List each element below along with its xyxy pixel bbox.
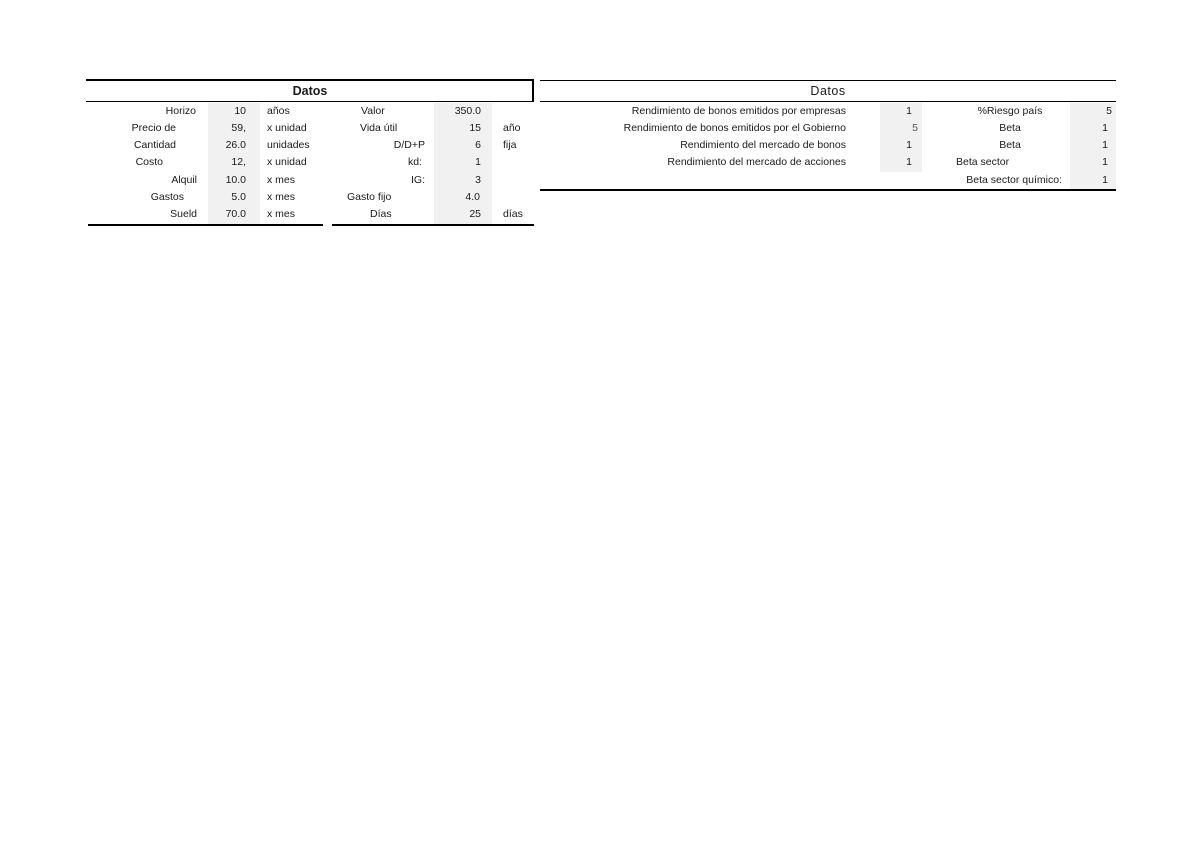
table-cell-unit: unidades: [267, 139, 310, 151]
table-cell-value: 26.0: [225, 139, 246, 151]
right-table-top-border: [540, 80, 1116, 81]
table-cell-value: 12,: [231, 156, 246, 168]
right-table-bottom-border: [540, 189, 1116, 191]
table-cell-label: Horizo: [165, 105, 196, 117]
table-cell-label: Gastos: [150, 191, 184, 203]
table-cell-value2: 1: [1102, 139, 1108, 151]
table-cell-value: 59,: [231, 122, 246, 134]
table-cell-label: Rendimiento de bonos emitidos por empresas: [631, 105, 846, 117]
table-cell-value: 1: [906, 105, 912, 117]
right-table-header-border: [540, 101, 1116, 102]
table-cell-unit2: días: [503, 208, 523, 220]
table-cell-label: Alquil: [171, 174, 197, 186]
table-cell-value: 10: [234, 105, 246, 117]
table-cell-label2: Beta: [999, 122, 1021, 134]
left-table-header-border: [86, 101, 534, 102]
table-cell-label2: D/D+P: [393, 139, 425, 151]
table-cell-value: 70.0: [225, 208, 246, 220]
left-table-top-border: [86, 79, 534, 81]
table-cell-unit2: año: [503, 122, 521, 134]
table-cell-value2: 1: [475, 156, 481, 168]
table-cell-label: Rendimiento del mercado de acciones: [667, 156, 846, 168]
table-cell-label2: Beta sector: [956, 156, 1010, 168]
table-cell-unit: x unidad: [267, 122, 307, 134]
left-table-title: Datos: [292, 84, 328, 98]
table-cell-label: Rendimiento del mercado de bonos: [680, 139, 846, 151]
table-cell-unit: x unidad: [267, 156, 307, 168]
table-cell-unit: x mes: [267, 208, 296, 220]
table-cell-label2: Beta: [999, 139, 1021, 151]
table-cell-value2: 5: [1106, 105, 1112, 117]
table-cell-label2: kd:: [407, 156, 422, 168]
table-cell-value2: 350.0: [454, 105, 481, 117]
table-cell-value2: 3: [475, 174, 481, 186]
table-cell-value: 5.0: [231, 191, 246, 203]
right-table-title: Datos: [810, 84, 846, 98]
table-cell-unit2: fija: [503, 139, 517, 151]
table-cell-label2: Beta sector químico:: [966, 174, 1062, 186]
table-cell-value: 5: [912, 122, 918, 134]
table-cell-value2: 25: [469, 208, 481, 220]
table-cell-value2: 4.0: [465, 191, 480, 203]
table-cell-value2: 1: [1102, 174, 1108, 186]
table-cell-value: 1: [906, 139, 912, 151]
table-cell-unit: años: [267, 105, 290, 117]
left-table-bottom-border-a: [88, 224, 323, 226]
table-cell-value2: 1: [1102, 122, 1108, 134]
table-cell-label2: Gasto fijo: [347, 191, 392, 203]
table-cell-label: Sueld: [170, 208, 197, 220]
table-cell-label2: Vida útil: [360, 122, 398, 134]
table-cell-label: Rendimiento de bonos emitidos por el Gobierno: [623, 122, 846, 134]
table-cell-value2: 6: [475, 139, 481, 151]
table-cell-label2: Valor: [361, 105, 385, 117]
table-cell-value: 10.0: [225, 174, 246, 186]
table-cell-unit: x mes: [267, 191, 296, 203]
table-cell-label2: IG:: [410, 174, 425, 186]
table-cell-value: 1: [906, 156, 912, 168]
table-cell-label2: Días: [370, 208, 392, 220]
table-cell-label: Precio de: [131, 122, 176, 134]
table-cell-label2: %Riesgo país: [977, 105, 1043, 117]
left-table-bottom-border-b: [332, 224, 534, 226]
table-cell-label: Cantidad: [133, 139, 176, 151]
table-cell-value2: 1: [1102, 156, 1108, 168]
table-cell-value2: 15: [469, 122, 481, 134]
table-cell-unit: x mes: [267, 174, 296, 186]
table-cell-label: Costo: [135, 156, 163, 168]
